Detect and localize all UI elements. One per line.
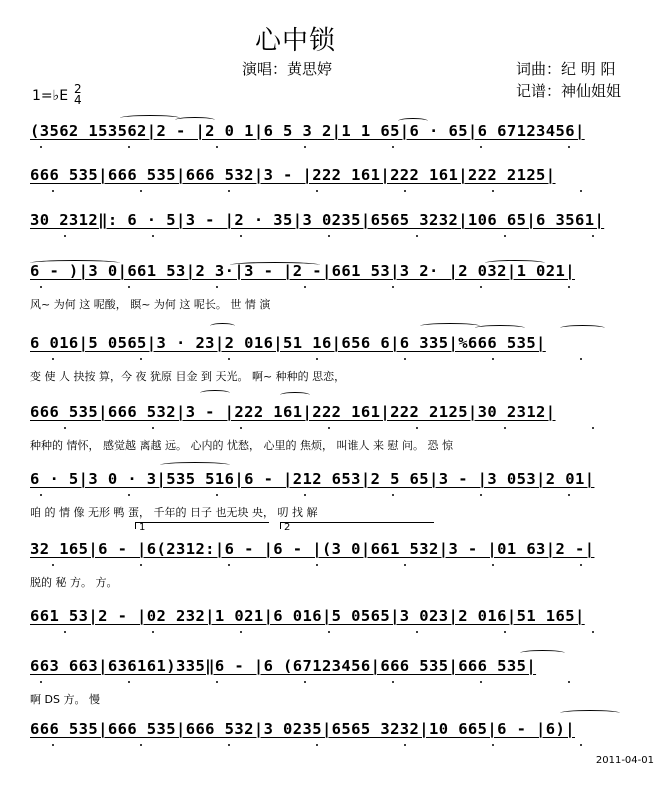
octave-dot [504, 631, 506, 633]
octave-dot [328, 427, 330, 429]
score-line-10: 663 663|636161)335‖6 - |6 (67123456|666 535|666 535| [30, 657, 537, 675]
octave-dot [328, 631, 330, 633]
octave-dot [140, 564, 142, 566]
octave-dot [40, 681, 42, 683]
octave-dot [216, 681, 218, 683]
tie-mark [120, 115, 180, 121]
octave-dot [568, 681, 570, 683]
tie-mark [160, 462, 230, 468]
score-line-4: 6 - )|3 0|661 53|2 3·|3 - |2 -|661 53|3 2· |2 032|1 021| [30, 262, 575, 280]
octave-dot [404, 564, 406, 566]
lyric-line-6: 啊 DS 方。 慢 [30, 693, 100, 706]
octave-dot [416, 235, 418, 237]
octave-dot [140, 358, 142, 360]
octave-dot [152, 427, 154, 429]
transcriber-credit: 记谱：神仙姐姐 [516, 82, 622, 100]
volta1-bracket: 1 [135, 522, 269, 529]
octave-dot [216, 146, 218, 148]
tie-mark [210, 323, 235, 329]
score-line-6: 666 535|666 532|3 - |222 161|222 161|222 2125|30 2312| [30, 403, 556, 421]
octave-dot [316, 744, 318, 746]
time-signature-top: 2 [74, 82, 82, 96]
lyric-line-4: 咱 的 情 像 无形 鸭 蛋， 千年的 日子 也无块 央， 叨 找 解 [30, 506, 318, 519]
tie-mark [280, 392, 310, 398]
lyric-line-5: 脱的 秘 方。 方。 [30, 576, 118, 589]
key-signature: 1=♭E [32, 88, 69, 104]
tie-mark [30, 260, 120, 266]
score-line-2: 666 535|666 535|666 532|3 - |222 161|222 161|222 2125| [30, 166, 556, 184]
octave-dot [52, 358, 54, 360]
octave-dot [592, 631, 594, 633]
octave-dot [392, 681, 394, 683]
tie-mark [200, 390, 230, 396]
score-line-5: 6 016|5 0565|3 · 23|2 016|51 16|656 6|6 335|%666 535| [30, 334, 546, 352]
octave-dot [492, 358, 494, 360]
octave-dot [592, 235, 594, 237]
octave-dot [240, 235, 242, 237]
tie-mark [420, 323, 480, 329]
octave-dot [316, 564, 318, 566]
score-line-9: 661 53|2 - |02 232|1 021|6 016|5 0565|3 023|2 016|51 165| [30, 607, 585, 625]
singer-credit: 演唱：黄思婷 [242, 60, 333, 78]
octave-dot [492, 564, 494, 566]
octave-dot [480, 286, 482, 288]
octave-dot [40, 286, 42, 288]
octave-dot [304, 494, 306, 496]
time-signature [74, 84, 82, 106]
tie-mark [560, 710, 620, 716]
octave-dot [128, 681, 130, 683]
octave-dot [316, 358, 318, 360]
tie-mark [520, 650, 565, 656]
octave-dot [52, 564, 54, 566]
octave-dot [416, 427, 418, 429]
time-signature-bottom: 4 [74, 93, 82, 107]
tie-mark [560, 325, 605, 331]
octave-dot [304, 681, 306, 683]
octave-dot [52, 744, 54, 746]
octave-dot [568, 146, 570, 148]
octave-dot [492, 190, 494, 192]
octave-dot [480, 494, 482, 496]
octave-dot [404, 190, 406, 192]
octave-dot [228, 358, 230, 360]
octave-dot [240, 631, 242, 633]
octave-dot [140, 190, 142, 192]
octave-dot [504, 427, 506, 429]
tie-mark [230, 262, 320, 268]
octave-dot [152, 235, 154, 237]
octave-dot [304, 286, 306, 288]
octave-dot [580, 744, 582, 746]
score-line-7: 6 · 5|3 0 · 3|535 516|6 - |212 653|2 5 65|3 - |3 053|2 01| [30, 470, 595, 488]
octave-dot [416, 631, 418, 633]
octave-dot [152, 631, 154, 633]
score-line-8: 32 165|6 - |6(2312:|6 - |6 - |(3 0|661 532|3 - |01 63|2 -| [30, 540, 595, 558]
octave-dot [392, 286, 394, 288]
octave-dot [128, 146, 130, 148]
octave-dot [392, 146, 394, 148]
octave-dot [328, 235, 330, 237]
song-title: 心中锁 [255, 26, 337, 56]
tie-mark [398, 118, 428, 124]
octave-dot [568, 494, 570, 496]
octave-dot [64, 427, 66, 429]
score-line-11: 666 535|666 535|666 532|3 0235|6565 3232|10 665|6 - |6)| [30, 720, 575, 738]
tie-mark [485, 260, 545, 266]
date-stamp: 2011-04-01 [595, 755, 654, 766]
octave-dot [404, 744, 406, 746]
composer-credit: 词曲：纪 明 阳 [516, 60, 616, 78]
octave-dot [316, 190, 318, 192]
octave-dot [580, 190, 582, 192]
octave-dot [52, 190, 54, 192]
tie-mark [475, 325, 525, 331]
octave-dot [40, 146, 42, 148]
octave-dot [216, 494, 218, 496]
octave-dot [140, 744, 142, 746]
volta2-bracket: 2 [280, 522, 434, 529]
octave-dot [568, 286, 570, 288]
octave-dot [240, 427, 242, 429]
octave-dot [228, 744, 230, 746]
octave-dot [504, 235, 506, 237]
octave-dot [64, 631, 66, 633]
octave-dot [228, 564, 230, 566]
lyric-line-1: 风~ 为何 这 呢酸， 瞑~ 为何 这 呢长。 世 情 演 [30, 298, 271, 311]
lyric-line-3: 种种的 情怀， 感觉越 离越 远。 心内的 忧愁， 心里的 焦烦， 叫谁人 来 慰 问。 恐 惊 [30, 439, 453, 452]
octave-dot [228, 190, 230, 192]
octave-dot [480, 681, 482, 683]
octave-dot [128, 286, 130, 288]
lyric-line-2: 变 使 人 抉按 算，今 夜 犹原 目金 到 天光。 啊~ 种种的 思恋， [30, 370, 346, 383]
octave-dot [40, 494, 42, 496]
score-line-3: 30 2312‖: 6 · 5|3 - |2 · 35|3 0235|6565 3232|106 65|6 3561| [30, 211, 605, 229]
octave-dot [404, 358, 406, 360]
score-line-1: (3562 153562|2 - |2 0 1|6 5 3 2|1 1 65|6 · 65|6 67123456| [30, 122, 585, 140]
octave-dot [480, 146, 482, 148]
octave-dot [580, 564, 582, 566]
octave-dot [592, 427, 594, 429]
octave-dot [304, 146, 306, 148]
octave-dot [580, 358, 582, 360]
octave-dot [128, 494, 130, 496]
octave-dot [392, 494, 394, 496]
octave-dot [64, 235, 66, 237]
tie-mark [175, 117, 215, 123]
octave-dot [216, 286, 218, 288]
octave-dot [492, 744, 494, 746]
